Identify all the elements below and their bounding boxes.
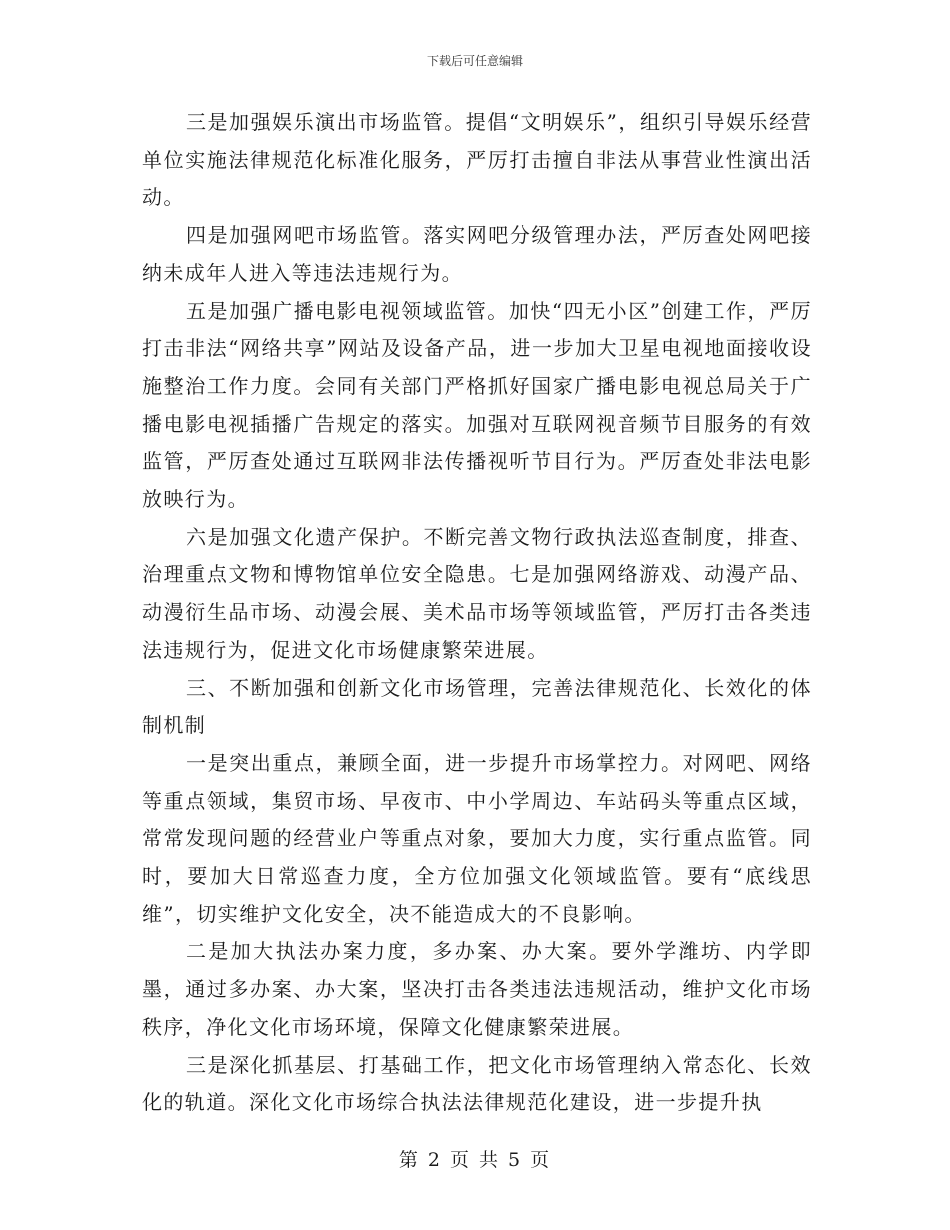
paragraph-entertainment-supervision: 三是加强娱乐演出市场监管。提倡“文明娱乐”，组织引导娱乐经营单位实施法律规范化标准化服务，严厉打击擅自非法从事营业性演出活动。 — [142, 110, 812, 210]
page-number: 第 2 页 共 5 页 — [398, 1149, 552, 1171]
paragraph-focus-key-areas: 一是突出重点，兼顾全面，进一步提升市场掌控力。对网吧、网络等重点领域，集贸市场、早夜市、中小学周边、车站码头等重点区域，常常发现问题的经营业户等重点对象，要加大力度，实行重点监管。同时，要加大日常巡查力度，全方位加强文化领域监管。要有“底线思维”，切实维护文化安全，决不能造成大的不良影响。 — [142, 750, 812, 926]
paragraph-law-enforcement-cases: 二是加大执法办案力度，多办案、办大案。要外学潍坊、内学即墨，通过多办案、办大案，坚决打击各类违法违规活动，维护文化市场秩序，净化文化市场环境，保障文化健康繁荣进展。 — [142, 939, 812, 1039]
paragraph-grassroots-work: 三是深化抓基层、打基础工作，把文化市场管理纳入常态化、长效化的轨道。深化文化市场综合执法法律规范化建设，进一步提升执 — [142, 1052, 812, 1115]
document-body — [142, 104, 812, 1122]
page-header: 下载后可任意编辑 — [426, 54, 523, 68]
paragraph-cultural-heritage-protection: 六是加强文化遗产保护。不断完善文物行政执法巡查制度，排查、治理重点文物和博物馆单位安全隐患。七是加强网络游戏、动漫产品、动漫衍生品市场、动漫会展、美术品市场等领域监管，严厉打击各类违法违规行为，促进文化市场健康繁荣进展。 — [142, 524, 812, 662]
section-heading-management-mechanism: 三、不断加强和创新文化市场管理，完善法律规范化、长效化的体制机制 — [142, 675, 812, 738]
paragraph-broadcast-film-tv-supervision: 五是加强广播电影电视领域监管。加快“四无小区”创建工作，严厉打击非法“网络共享”网站及设备产品，进一步加大卫星电视地面接收设施整治工作力度。会同有关部门严格抓好国家广播电影电视总局关于广播电影电视插播广告规定的落实。加强对互联网视音频节目服务的有效监管，严厉查处通过互联网非法传播视听节目行为。严厉查处非法电影放映行为。 — [142, 298, 812, 512]
paragraph-internet-cafe-supervision: 四是加强网吧市场监管。落实网吧分级管理办法，严厉查处网吧接纳未成年人进入等违法违规行为。 — [142, 223, 812, 285]
